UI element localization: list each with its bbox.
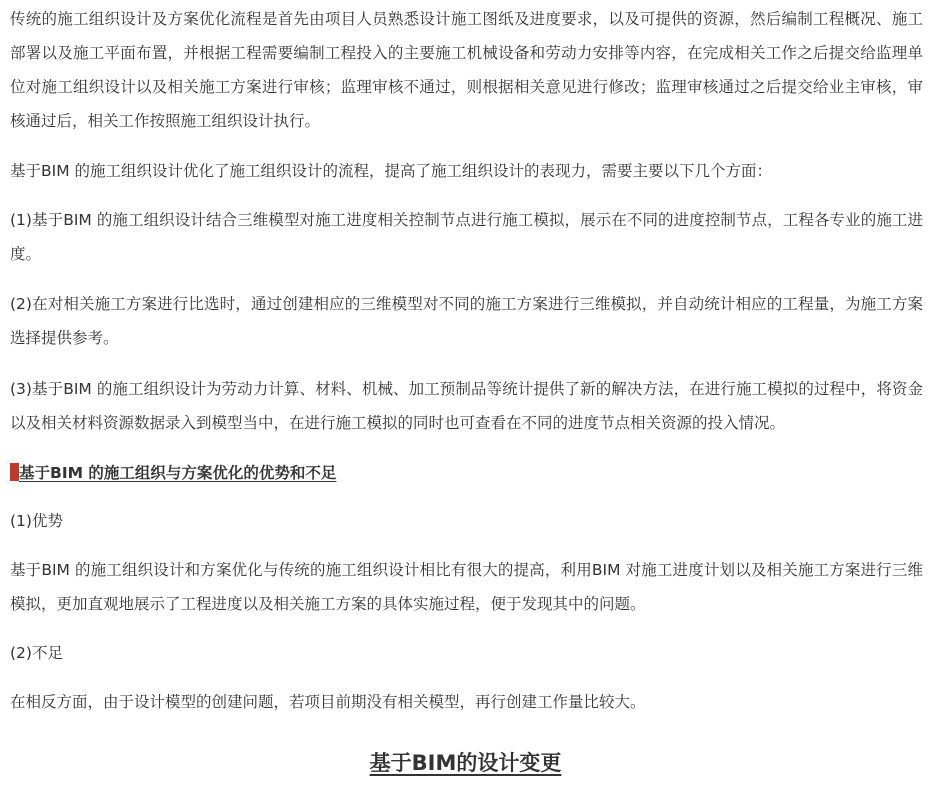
- paragraph-bim-intro: 基于BIM 的施工组织设计优化了施工组织设计的流程，提高了施工组织设计的表现力，需要主要以下几个方面：: [10, 162, 773, 180]
- paragraph-traditional-process: 传统的施工组织设计及方案优化流程是首先由项目人员熟悉设计施工图纸及进度要求，以及可提供的资源，然后编制工程概况、施工部署以及施工平面布置，并根据工程需要编制工程投入的主要施工机械设备和劳动力安排等内容，在完成相关工作之后提交给监理单位对施工组织设计以及相关施工方案进行审核；监理审核不通过，则根据相关意见进行修改；监理审核通过之后提交给业主审核，审核通过后，相关工作按照施工组织设计执行。: [10, 10, 923, 130]
- paragraph-disadvantages-label: (2)不足: [10, 644, 63, 662]
- subheading-text: 基于BIM 的施工组织与方案优化的优势和不足: [19, 464, 337, 482]
- paragraph-disadvantages: 在相反方面，由于设计模型的创建问题，若项目前期没有相关模型，再行创建工作量比较大。: [10, 693, 646, 711]
- paragraph-point-1: (1)基于BIM 的施工组织设计结合三维模型对施工进度相关控制节点进行施工模拟，展示在不同的进度控制节点，工程各专业的施工进度。: [10, 211, 923, 263]
- section-heading: [0, 746, 931, 780]
- heading-text: 基于BIM的设计变更: [369, 751, 562, 775]
- section-subheading: [10, 455, 336, 489]
- paragraph-advantages: 基于BIM 的施工组织设计和方案优化与传统的施工组织设计相比有很大的提高，利用BIM 对施工进度计划以及相关施工方案进行三维模拟，更加直观地展示了工程进度以及相关施工方案的具体实施过程，便于发现其中的问题。: [10, 561, 923, 613]
- paragraph-point-2: (2)在对相关施工方案进行比选时，通过创建相应的三维模型对不同的施工方案进行三维模拟，并自动统计相应的工程量，为施工方案选择提供参考。: [10, 295, 923, 347]
- paragraph-advantages-label: (1)优势: [10, 512, 63, 530]
- red-marker-icon: [10, 463, 19, 481]
- paragraph-point-3: (3)基于BIM 的施工组织设计为劳动力计算、材料、机械、加工预制品等统计提供了新的解决方法，在进行施工模拟的过程中，将资金以及相关材料资源数据录入到模型当中，在进行施工模拟的同时也可查看在不同的进度节点相关资源的投入情况。: [10, 380, 923, 432]
